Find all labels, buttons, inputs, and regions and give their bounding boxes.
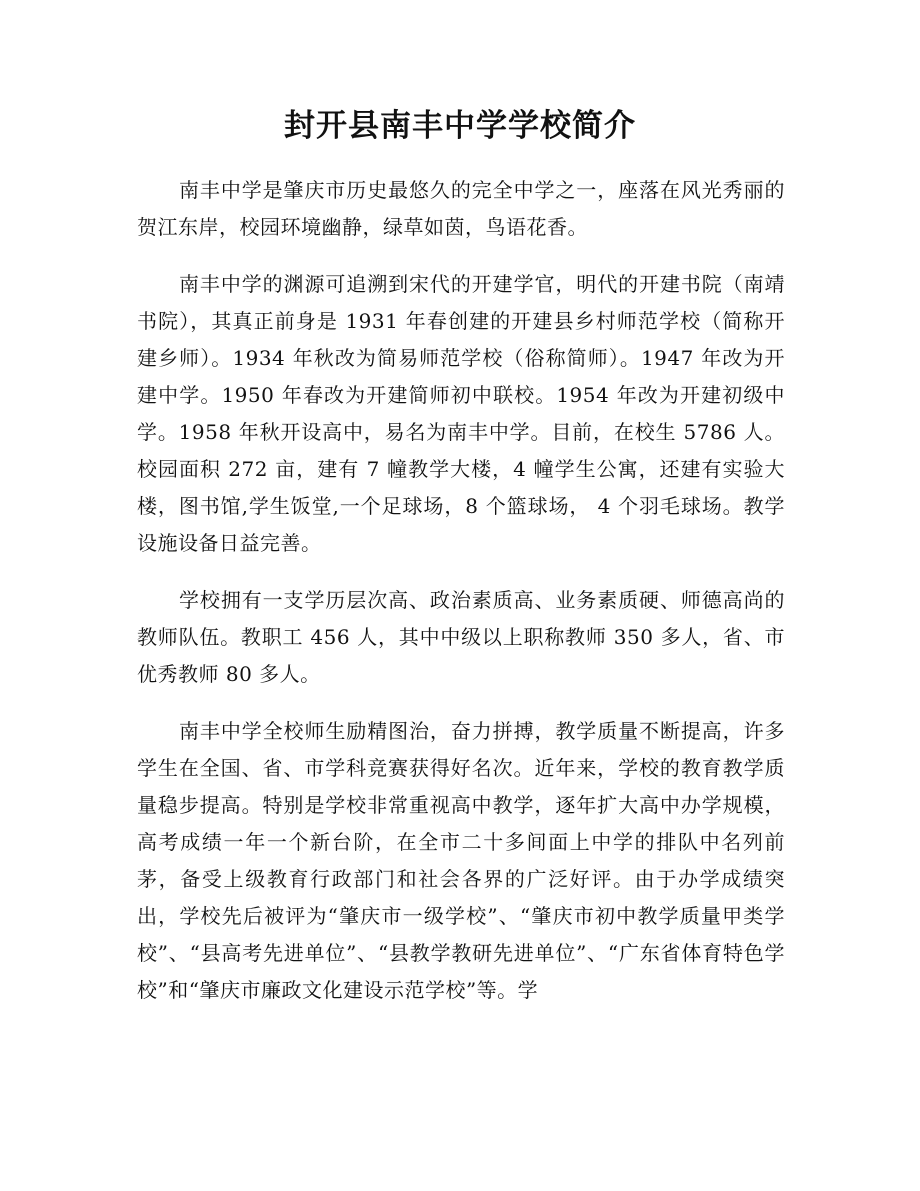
paragraph-intro: 南丰中学是肇庆市历史最悠久的完全中学之一，座落在风光秀丽的贺江东岸，校园环境幽静，绿草如茵，鸟语花香。 [137, 178, 785, 239]
document-body [137, 172, 785, 1029]
paragraph-history: 南丰中学的渊源可追溯到宋代的开建学官，明代的开建书院（南靖书院），其真正前身是 1931 年春创建的开建县乡村师范学校（简称开建乡师）。1934 年秋改为简易师范学校（俗称简师）。1947 年改为开建中学。1950 年春改为开建简师初中联校。1954 年改为开建初级中学。1958 年秋开设高中，易名为南丰中学。目前，在校生 5786 人。校园面积 272 亩，建有 7 幢教学大楼，4 幢学生公寓，还建有实验大楼，图书馆,学生饭堂,一个足球场，8 个篮球场， 4 个羽毛球场。教学设施设备日益完善。 [137, 272, 785, 555]
document-title: 封开县南丰中学学校简介 [284, 108, 636, 144]
paragraph-achievements: 南丰中学全校师生励精图治，奋力拼搏，教学质量不断提高，许多学生在全国、省、市学科竞赛获得好名次。近年来，学校的教育教学质量稳步提高。特别是学校非常重视高中教学，逐年扩大高中办学规模，高考成绩一年一个新台阶，在全市二十多间面上中学的排队中名列前茅，备受上级教育行政部门和社会各界的广泛好评。由于办学成绩突出，学校先后被评为“肇庆市一级学校”、“肇庆市初中教学质量甲类学校”、“县高考先进单位”、“县教学教研先进单位”、“广东省体育特色学校”和“肇庆市廉政文化建设示范学校”等。学 [137, 719, 785, 1002]
paragraph-faculty: 学校拥有一支学历层次高、政治素质高、业务素质硬、师德高尚的教师队伍。教职工 456 人，其中中级以上职称教师 350 多人，省、市优秀教师 80 多人。 [137, 588, 785, 686]
